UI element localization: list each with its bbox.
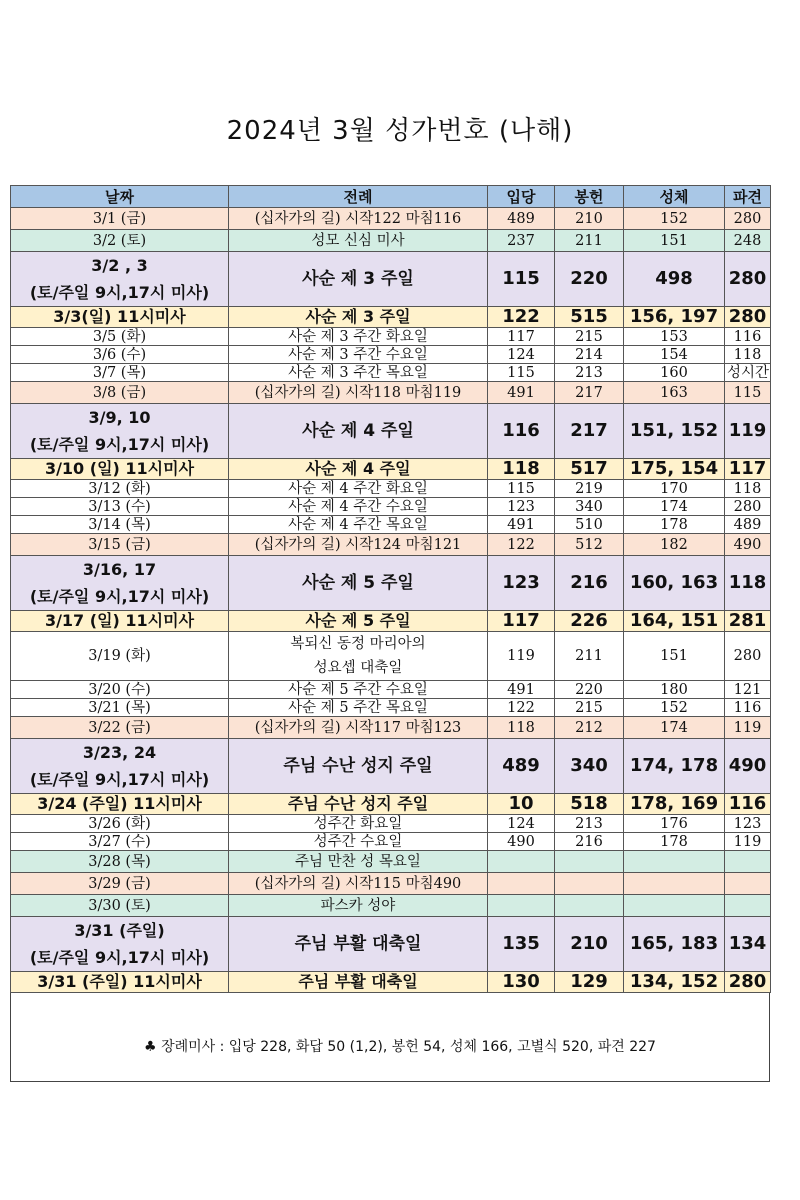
dismissal-cell: 118	[725, 556, 771, 611]
page-title: 2024년 3월 성가번호 (나해)	[226, 116, 574, 146]
dismissal-cell: 280	[725, 498, 771, 516]
col-entrance: 입당	[488, 186, 555, 208]
date-cell: 3/21 (목)	[11, 699, 229, 717]
date-cell: 3/30 (토)	[11, 895, 229, 917]
col-dismissal: 파견	[725, 186, 771, 208]
offertory-cell: 217	[555, 404, 624, 459]
offertory-cell: 219	[555, 480, 624, 498]
dismissal-cell: 489	[725, 516, 771, 534]
date-cell: 3/24 (주일) 11시미사	[11, 794, 229, 815]
liturgy-cell: (십자가의 길) 시작124 마침121	[229, 534, 488, 556]
communion-cell: 163	[624, 382, 725, 404]
liturgy-line: 복되신 동정 마리아의	[290, 636, 426, 652]
entrance-cell	[488, 895, 555, 917]
communion-cell: 498	[624, 252, 725, 307]
date-note: (토/주일 9시,17시 미사)	[29, 587, 210, 606]
col-liturgy: 전례	[229, 186, 488, 208]
date-line: 3/16, 17	[82, 560, 157, 579]
table-row	[11, 917, 771, 972]
date-line: 3/23, 24	[82, 743, 157, 762]
date-line: 3/31 (주일)	[74, 921, 165, 940]
liturgy-cell: 성주간 수요일	[229, 833, 488, 851]
table-row	[11, 699, 771, 717]
communion-cell: 174	[624, 717, 725, 739]
date-cell	[11, 252, 229, 307]
offertory-cell: 515	[555, 307, 624, 328]
entrance-cell: 491	[488, 382, 555, 404]
communion-cell: 182	[624, 534, 725, 556]
offertory-cell: 226	[555, 611, 624, 632]
date-cell: 3/3(일) 11시미사	[11, 307, 229, 328]
entrance-cell: 489	[488, 739, 555, 794]
date-cell: 3/17 (일) 11시미사	[11, 611, 229, 632]
date-cell: 3/1 (금)	[11, 208, 229, 230]
date-cell: 3/10 (일) 11시미사	[11, 459, 229, 480]
liturgy-cell: 주님 수난 성지 주일	[229, 739, 488, 794]
dismissal-cell: 248	[725, 230, 771, 252]
liturgy-cell: 사순 제 3 주간 화요일	[229, 328, 488, 346]
entrance-cell: 122	[488, 699, 555, 717]
communion-cell: 151	[624, 632, 725, 681]
offertory-cell: 510	[555, 516, 624, 534]
offertory-cell	[555, 851, 624, 873]
dismissal-cell: 281	[725, 611, 771, 632]
table-row	[11, 382, 771, 404]
offertory-cell: 211	[555, 632, 624, 681]
dismissal-cell: 116	[725, 328, 771, 346]
dismissal-cell: 116	[725, 794, 771, 815]
liturgy-cell: 주님 부활 대축일	[229, 917, 488, 972]
entrance-cell: 115	[488, 252, 555, 307]
entrance-cell	[488, 873, 555, 895]
entrance-cell: 123	[488, 498, 555, 516]
entrance-cell: 118	[488, 459, 555, 480]
communion-cell: 178, 169	[624, 794, 725, 815]
liturgy-cell: 사순 제 4 주간 화요일	[229, 480, 488, 498]
communion-cell: 153	[624, 328, 725, 346]
table-row	[11, 230, 771, 252]
entrance-cell	[488, 851, 555, 873]
date-cell: 3/5 (화)	[11, 328, 229, 346]
entrance-cell: 124	[488, 346, 555, 364]
dismissal-cell: 280	[725, 252, 771, 307]
offertory-cell: 512	[555, 534, 624, 556]
dismissal-cell: 280	[725, 632, 771, 681]
liturgy-cell: 사순 제 5 주일	[229, 611, 488, 632]
entrance-cell: 116	[488, 404, 555, 459]
liturgy-cell: (십자가의 길) 시작122 마침116	[229, 208, 488, 230]
table-row	[11, 794, 771, 815]
offertory-cell	[555, 895, 624, 917]
date-cell: 3/14 (목)	[11, 516, 229, 534]
entrance-cell: 491	[488, 516, 555, 534]
offertory-cell: 211	[555, 230, 624, 252]
communion-cell: 178	[624, 833, 725, 851]
date-cell: 3/13 (수)	[11, 498, 229, 516]
communion-cell: 176	[624, 815, 725, 833]
communion-cell: 174, 178	[624, 739, 725, 794]
date-cell	[11, 556, 229, 611]
communion-cell: 175, 154	[624, 459, 725, 480]
liturgy-cell: 사순 제 3 주간 목요일	[229, 364, 488, 382]
date-note: (토/주일 9시,17시 미사)	[29, 435, 210, 454]
dismissal-cell	[725, 873, 771, 895]
dismissal-cell: 121	[725, 681, 771, 699]
date-note: (토/주일 9시,17시 미사)	[29, 283, 210, 302]
header-row	[11, 186, 771, 208]
entrance-cell: 237	[488, 230, 555, 252]
dismissal-cell	[725, 895, 771, 917]
liturgy-cell: 주님 수난 성지 주일	[229, 794, 488, 815]
col-offertory: 봉헌	[555, 186, 624, 208]
table-row	[11, 534, 771, 556]
communion-cell: 170	[624, 480, 725, 498]
offertory-cell: 215	[555, 699, 624, 717]
date-cell: 3/19 (화)	[11, 632, 229, 681]
dismissal-cell: 280	[725, 972, 771, 993]
liturgy-cell: 사순 제 4 주간 수요일	[229, 498, 488, 516]
date-cell: 3/29 (금)	[11, 873, 229, 895]
col-date: 날짜	[11, 186, 229, 208]
table-row	[11, 895, 771, 917]
liturgy-cell: 성모 신심 미사	[229, 230, 488, 252]
dismissal-cell: 119	[725, 404, 771, 459]
table-row	[11, 739, 771, 794]
liturgy-cell: (십자가의 길) 시작118 마침119	[229, 382, 488, 404]
communion-cell: 151, 152	[624, 404, 725, 459]
date-cell: 3/31 (주일) 11시미사	[11, 972, 229, 993]
liturgy-line-2: 성요셉 대축일	[313, 660, 403, 676]
dismissal-cell: 118	[725, 480, 771, 498]
liturgy-cell: (십자가의 길) 시작117 마침123	[229, 717, 488, 739]
date-cell: 3/8 (금)	[11, 382, 229, 404]
table-row	[11, 851, 771, 873]
liturgy-cell: 사순 제 4 주일	[229, 459, 488, 480]
offertory-cell: 340	[555, 739, 624, 794]
table-row	[11, 346, 771, 364]
table-row	[11, 611, 771, 632]
table-row	[11, 815, 771, 833]
communion-cell: 160	[624, 364, 725, 382]
date-line: 3/2 , 3	[91, 256, 148, 275]
communion-cell: 174	[624, 498, 725, 516]
table-row	[11, 717, 771, 739]
entrance-cell: 117	[488, 611, 555, 632]
entrance-cell: 490	[488, 833, 555, 851]
date-cell: 3/20 (수)	[11, 681, 229, 699]
offertory-cell: 217	[555, 382, 624, 404]
liturgy-cell: 사순 제 5 주간 목요일	[229, 699, 488, 717]
table-row	[11, 480, 771, 498]
dismissal-cell: 115	[725, 382, 771, 404]
offertory-cell	[555, 873, 624, 895]
table-row	[11, 459, 771, 480]
table-row	[11, 364, 771, 382]
dismissal-cell: 134	[725, 917, 771, 972]
offertory-cell: 210	[555, 917, 624, 972]
communion-cell: 154	[624, 346, 725, 364]
offertory-cell: 215	[555, 328, 624, 346]
date-cell	[11, 739, 229, 794]
communion-cell: 178	[624, 516, 725, 534]
funeral-mass-text: 장례미사 : 입당 228, 화답 50 (1,2), 봉헌 54, 성체 166, 고별식 520, 파견 227	[161, 1039, 656, 1055]
communion-cell: 164, 151	[624, 611, 725, 632]
dismissal-cell	[725, 851, 771, 873]
date-cell	[11, 917, 229, 972]
liturgy-cell: (십자가의 길) 시작115 마침490	[229, 873, 488, 895]
date-cell	[11, 404, 229, 459]
entrance-cell: 115	[488, 480, 555, 498]
liturgy-cell: 사순 제 4 주일	[229, 404, 488, 459]
liturgy-cell: 사순 제 3 주일	[229, 307, 488, 328]
entrance-cell: 10	[488, 794, 555, 815]
entrance-cell: 130	[488, 972, 555, 993]
offertory-cell: 340	[555, 498, 624, 516]
table-row	[11, 404, 771, 459]
table-row	[11, 516, 771, 534]
date-note: (토/주일 9시,17시 미사)	[29, 948, 210, 967]
date-cell: 3/15 (금)	[11, 534, 229, 556]
dismissal-cell: 123	[725, 815, 771, 833]
communion-cell: 156, 197	[624, 307, 725, 328]
date-cell: 3/28 (목)	[11, 851, 229, 873]
table-row	[11, 833, 771, 851]
offertory-cell: 129	[555, 972, 624, 993]
entrance-cell: 124	[488, 815, 555, 833]
offertory-cell: 213	[555, 815, 624, 833]
entrance-cell: 489	[488, 208, 555, 230]
dismissal-cell: 280	[725, 307, 771, 328]
date-note: (토/주일 9시,17시 미사)	[29, 770, 210, 789]
liturgy-cell: 성주간 화요일	[229, 815, 488, 833]
liturgy-cell: 주님 부활 대축일	[229, 972, 488, 993]
liturgy-cell: 사순 제 5 주간 수요일	[229, 681, 488, 699]
communion-cell: 165, 183	[624, 917, 725, 972]
communion-cell: 152	[624, 699, 725, 717]
date-cell: 3/2 (토)	[11, 230, 229, 252]
dismissal-cell: 118	[725, 346, 771, 364]
table-row	[11, 681, 771, 699]
communion-cell: 180	[624, 681, 725, 699]
table-row	[11, 328, 771, 346]
entrance-cell: 135	[488, 917, 555, 972]
offertory-cell: 214	[555, 346, 624, 364]
entrance-cell: 122	[488, 534, 555, 556]
offertory-cell: 216	[555, 556, 624, 611]
entrance-cell: 115	[488, 364, 555, 382]
liturgy-cell: 파스카 성야	[229, 895, 488, 917]
table-row	[11, 252, 771, 307]
table-row	[11, 873, 771, 895]
hymn-table	[10, 185, 771, 993]
entrance-cell: 119	[488, 632, 555, 681]
offertory-cell: 212	[555, 717, 624, 739]
liturgy-cell: 사순 제 3 주일	[229, 252, 488, 307]
club-icon: ♣	[144, 1039, 157, 1055]
table-row	[11, 556, 771, 611]
funeral-mass-note	[0, 1036, 800, 1056]
offertory-cell: 220	[555, 252, 624, 307]
entrance-cell: 491	[488, 681, 555, 699]
date-cell: 3/12 (화)	[11, 480, 229, 498]
liturgy-cell: 사순 제 5 주일	[229, 556, 488, 611]
date-cell: 3/7 (목)	[11, 364, 229, 382]
date-cell: 3/6 (수)	[11, 346, 229, 364]
dismissal-cell: 117	[725, 459, 771, 480]
offertory-cell: 517	[555, 459, 624, 480]
entrance-cell: 122	[488, 307, 555, 328]
date-cell: 3/22 (금)	[11, 717, 229, 739]
date-cell: 3/26 (화)	[11, 815, 229, 833]
communion-cell	[624, 895, 725, 917]
dismissal-cell: 490	[725, 534, 771, 556]
communion-cell: 152	[624, 208, 725, 230]
table-row	[11, 632, 771, 681]
col-communion: 성체	[624, 186, 725, 208]
communion-cell: 134, 152	[624, 972, 725, 993]
liturgy-cell: 사순 제 3 주간 수요일	[229, 346, 488, 364]
date-cell: 3/27 (수)	[11, 833, 229, 851]
liturgy-cell: 주님 만찬 성 목요일	[229, 851, 488, 873]
offertory-cell: 210	[555, 208, 624, 230]
communion-cell	[624, 851, 725, 873]
dismissal-cell: 116	[725, 699, 771, 717]
offertory-cell: 216	[555, 833, 624, 851]
table-row	[11, 972, 771, 993]
table-row	[11, 208, 771, 230]
entrance-cell: 118	[488, 717, 555, 739]
dismissal-cell: 280	[725, 208, 771, 230]
liturgy-cell: 사순 제 4 주간 목요일	[229, 516, 488, 534]
dismissal-cell: 성시간	[725, 364, 771, 382]
dismissal-cell: 119	[725, 717, 771, 739]
offertory-cell: 213	[555, 364, 624, 382]
liturgy-cell	[229, 632, 488, 681]
date-line: 3/9, 10	[88, 408, 151, 427]
communion-cell: 151	[624, 230, 725, 252]
dismissal-cell: 119	[725, 833, 771, 851]
entrance-cell: 123	[488, 556, 555, 611]
communion-cell: 160, 163	[624, 556, 725, 611]
offertory-cell: 220	[555, 681, 624, 699]
table-row	[11, 498, 771, 516]
offertory-cell: 518	[555, 794, 624, 815]
communion-cell	[624, 873, 725, 895]
entrance-cell: 117	[488, 328, 555, 346]
table-row	[11, 307, 771, 328]
dismissal-cell: 490	[725, 739, 771, 794]
